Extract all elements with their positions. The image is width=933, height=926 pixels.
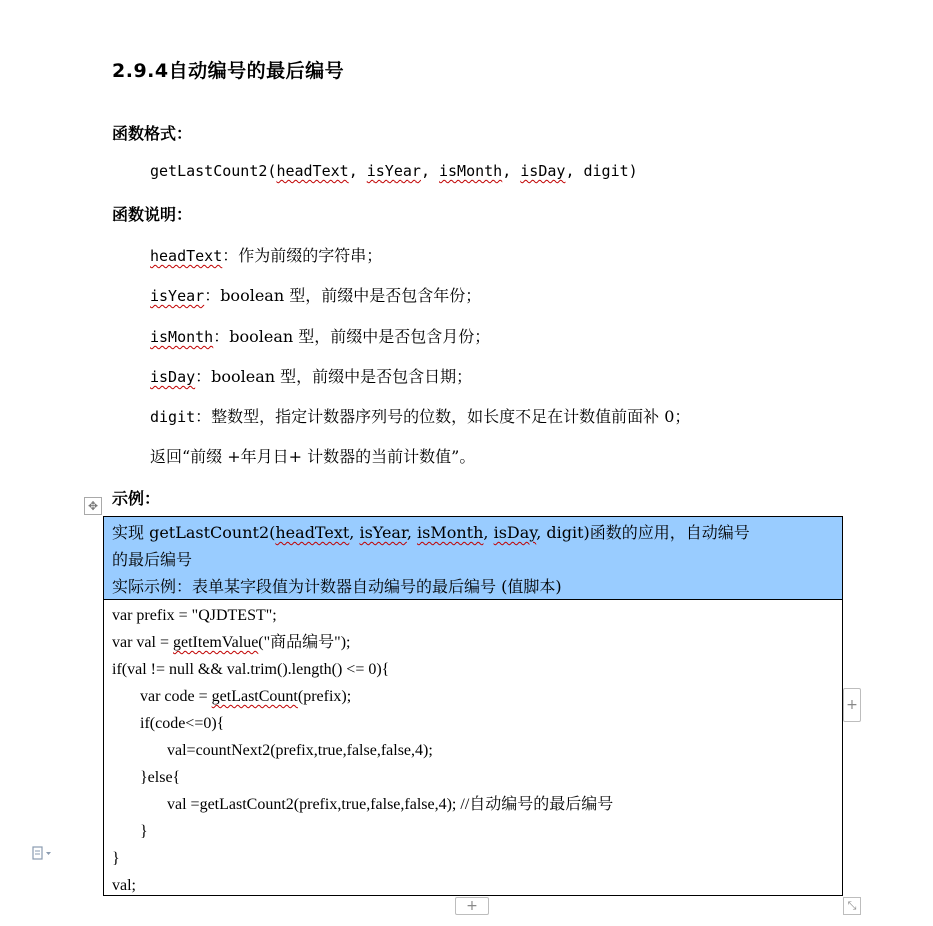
header-param: isYear	[359, 523, 407, 542]
code-text: var code =	[140, 688, 212, 705]
return-description: 返回“前缀 +年月日+ 计数器的当前计数值”。	[150, 447, 476, 466]
header-sep: ,	[349, 523, 360, 542]
param-name: isYear	[150, 287, 205, 305]
signature-param-digit: digit)	[583, 162, 638, 180]
param-item	[150, 243, 382, 266]
paste-options-glyph	[32, 846, 54, 860]
code-line: if(val != null && val.trim().length() <= 0){	[112, 661, 390, 678]
param-item	[150, 364, 472, 387]
signature-param-ismonth: isMonth	[439, 162, 503, 180]
signature-sep: ,	[565, 162, 584, 180]
format-label: 函数格式：	[112, 124, 193, 143]
header-param: headText	[275, 523, 350, 542]
function-signature	[150, 162, 638, 180]
param-name: isMonth	[150, 328, 214, 346]
signature-sep: ,	[348, 162, 367, 180]
signature-param-headtext: headText	[276, 162, 349, 180]
code-line: var prefix = "QJDTEST";	[112, 607, 277, 624]
table-header-line: 的最后编号	[112, 550, 193, 569]
add-column-plus-icon[interactable]: +	[843, 688, 861, 722]
code-fn: getItemValue	[173, 634, 259, 651]
code-line: val=countNext2(prefix,true,false,false,4);	[167, 742, 433, 759]
param-desc: ：boolean 型，前缀中是否包含日期；	[195, 367, 473, 386]
section-heading: 2.9.4自动编号的最后编号	[112, 60, 345, 82]
paste-options-icon[interactable]	[32, 846, 56, 862]
table-header-line	[112, 519, 834, 546]
header-text: , digit)函数的应用，自动编号	[536, 523, 750, 542]
code-line: if(code<=0){	[140, 715, 225, 732]
header-text: 实现 getLastCount2(	[112, 523, 276, 542]
table-header-cell[interactable]	[104, 517, 842, 600]
example-table	[103, 516, 843, 896]
signature-sep: ,	[502, 162, 521, 180]
code-text: ("商品编号");	[258, 634, 351, 651]
code-text: var val =	[112, 634, 173, 651]
code-line: }	[112, 850, 120, 867]
param-desc: ：boolean 型，前缀中是否包含月份；	[213, 327, 491, 346]
code-line: }	[140, 823, 148, 840]
header-param: isDay	[493, 523, 537, 542]
param-item	[150, 404, 690, 427]
resize-icon[interactable]: ⤡	[843, 897, 861, 915]
table-header-line: 实际示例：表单某字段值为计数器自动编号的最后编号 (值脚本)	[112, 577, 562, 596]
code-text: (prefix);	[297, 688, 352, 705]
move-handle-icon[interactable]: ✥	[84, 497, 102, 515]
code-fn: getLastCount	[211, 688, 298, 705]
param-name: isDay	[150, 368, 196, 386]
param-name: digit	[150, 408, 196, 426]
code-line	[112, 629, 834, 656]
signature-param-isday: isDay	[520, 162, 566, 180]
param-desc: ：作为前缀的字符串；	[222, 246, 383, 265]
signature-fn: getLastCount2(	[150, 162, 277, 180]
code-cell[interactable]	[104, 600, 842, 901]
param-item	[150, 324, 490, 347]
header-sep: ,	[483, 523, 494, 542]
code-line: val;	[112, 877, 136, 894]
code-line	[112, 683, 834, 710]
signature-param-isyear: isYear	[366, 162, 421, 180]
param-desc: ：整数型，指定计数器序列号的位数，如长度不足在计数值前面补 0；	[195, 407, 691, 426]
code-line: val =getLastCount2(prefix,true,false,false,4); //自动编号的最后编号	[167, 796, 614, 813]
header-sep: ,	[406, 523, 418, 542]
param-name: headText	[150, 247, 223, 265]
code-line: }else{	[140, 769, 181, 786]
add-row-plus-icon[interactable]: +	[455, 897, 489, 915]
param-desc: ：boolean 型，前缀中是否包含年份；	[204, 286, 482, 305]
signature-sep: ,	[420, 162, 439, 180]
example-label: 示例：	[112, 489, 161, 508]
header-param: isMonth	[417, 523, 484, 542]
param-item	[150, 283, 481, 306]
description-label: 函数说明：	[112, 205, 193, 224]
